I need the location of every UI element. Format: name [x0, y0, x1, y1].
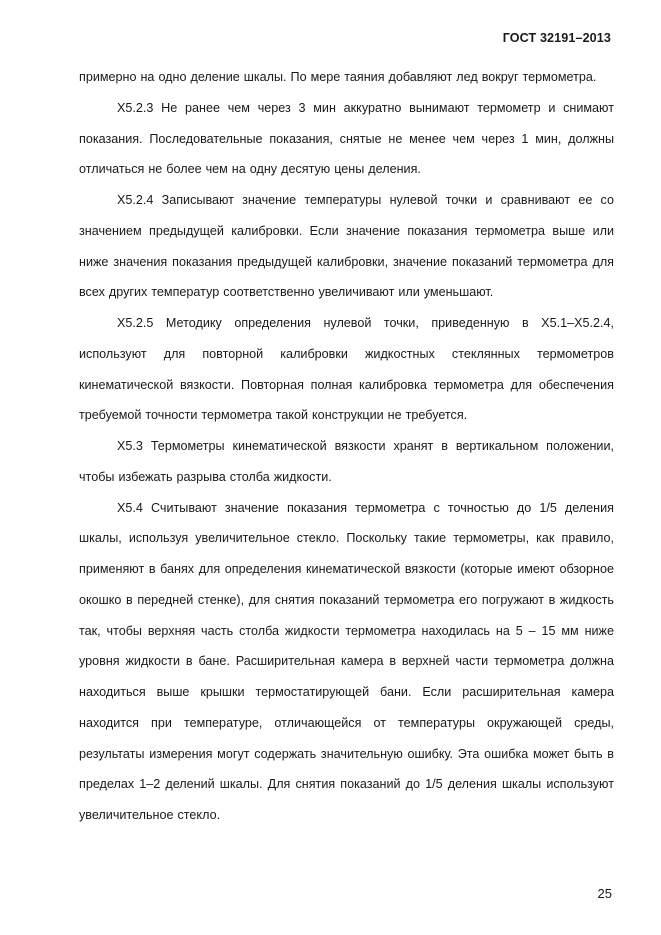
- paragraph-x5-2-3: X5.2.3 Не ранее чем через 3 мин аккуратно вынимают термометр и снимают показания. Последовательные показания, снятые не менее чем через 1 мин, должны отличаться не более чем на одну десятую цены деления.: [79, 100, 614, 177]
- body-text: [79, 62, 614, 831]
- paragraph-x5-4: X5.4 Считывают значение показания термометра с точностью до 1/5 деления шкалы, используя увеличительное стекло. Поскольку такие термометры, как правило, применяют в банях для определения кинематической вязкости (которые имеют обзорное окошко в передней стенке), для снятия показаний термометра его погружают в жидкость так, чтобы верхняя часть столба жидкости термометра находилась на 5 – 15 мм ниже уровня жидкости в бане. Расширительная камера в верхней части термометра должна находиться выше крышки термостатирующей бани. Если расширительная камера находится при температуре, отличающейся от температуры окружающей среды, результаты измерения могут содержать значительную ошибку. Эта ошибка может быть в пределах 1–2 делений шкалы. Для снятия показаний до 1/5 деления шкалы используют увеличительное стекло.: [79, 500, 614, 822]
- paragraph-x5-2-4: X5.2.4 Записывают значение температуры нулевой точки и сравнивают ее со значением предыдущей калибровки. Если значение показания термометра выше или ниже значения показания предыдущей калибровки, значение показаний термометра для всех других температур соответственно увеличивают или уменьшают.: [79, 193, 614, 300]
- standard-header: ГОСТ 32191–2013: [502, 31, 611, 45]
- paragraph-continuation: примерно на одно деление шкалы. По мере таяния добавляют лед вокруг термометра.: [79, 70, 597, 84]
- paragraph-x5-2-5: X5.2.5 Методику определения нулевой точки, приведенную в X5.1–X5.2.4, используют для повторной калибровки жидкостных стеклянных термометров кинематической вязкости. Повторная полная калибровка термометра для обеспечения требуемой точности термометра такой конструкции не требуется.: [79, 316, 614, 423]
- paragraph-x5-3: X5.3 Термометры кинематической вязкости хранят в вертикальном положении, чтобы избежать разрыва столба жидкости.: [79, 439, 614, 484]
- page-number: 25: [597, 886, 612, 901]
